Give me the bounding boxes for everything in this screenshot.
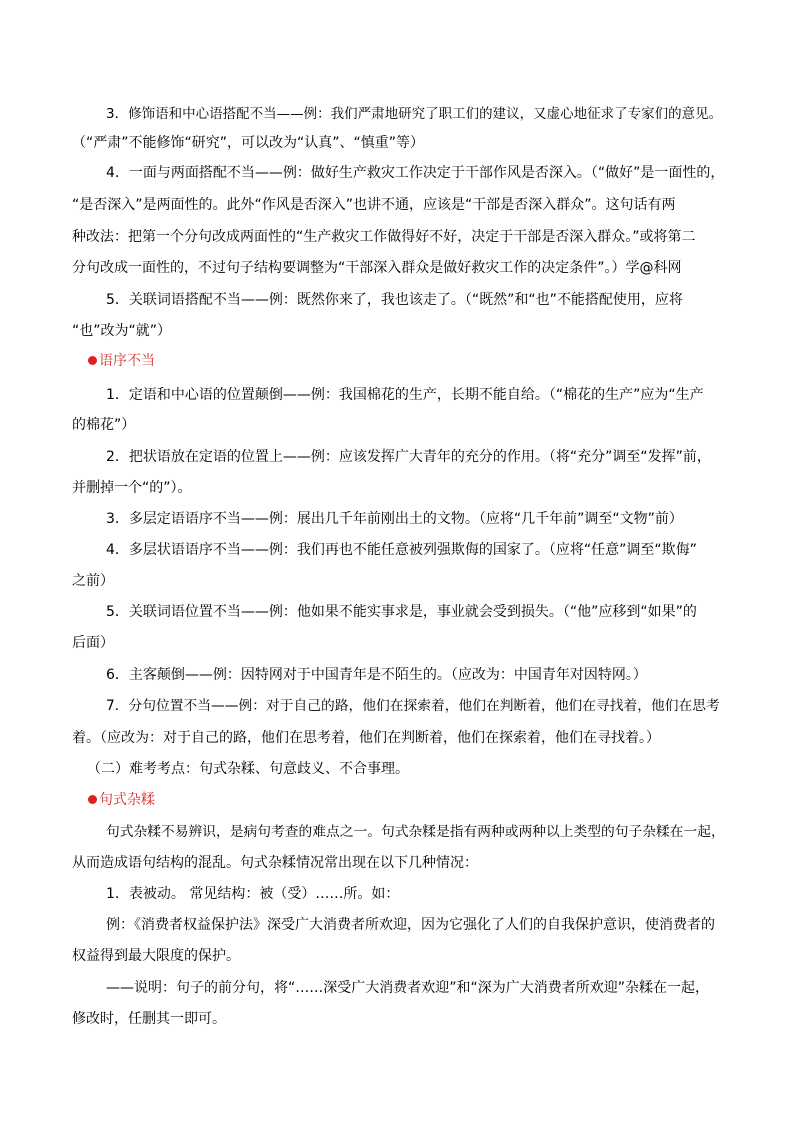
paragraph-line: 7．分句位置不当——例：对于自己的路，他们在探索着，他们在判断着，他们在寻找着，他们在思考 [106, 698, 720, 714]
paragraph-line: （“严肃”不能修饰“研究”，可以改为“认真”、“慎重”等） [72, 135, 425, 151]
paragraph-line: 并删掉一个“的”）。 [72, 480, 192, 496]
paragraph-line: 1．表被动。 常见结构：被（受）……所。如： [106, 886, 400, 902]
paragraph-line: 后面） [72, 635, 114, 651]
paragraph-line: 着。（应改为：对于自己的路，他们在思考着，他们在判断着，他们在探索着，他们在寻找着。） [72, 730, 660, 746]
paragraph-line: 2．把状语放在定语的位置上——例：应该发挥广大青年的充分的作用。（将“充分”调至“发挥”前， [106, 449, 711, 465]
heading-label: 句式杂糅 [99, 792, 155, 808]
heading-label: 语序不当 [99, 353, 155, 369]
paragraph-line: 之前） [72, 573, 114, 589]
paragraph-line: 例：《消费者权益保护法》深受广大消费者所欢迎，因为它强化了人们的自我保护意识，使消费者的 [106, 917, 715, 933]
paragraph-line: 种改法：把第一个分句改成两面性的“生产救灾工作做得好不好，决定于干部是否深入群众。”或将第二 [72, 229, 696, 245]
paragraph-line: 3．修饰语和中心语搭配不当——例：我们严肃地研究了职工们的建议，又虚心地征求了专家们的意见。 [106, 106, 723, 122]
paragraph-line: “是否深入”是两面性的。此外“作风是否深入”也讲不通，应该是“干部是否深入群众”。这句话有两 [72, 197, 676, 213]
red-bullet-icon [88, 356, 97, 365]
paragraph-line: 的棉花”） [72, 417, 136, 433]
difficult-points-line: （二）难考考点：句式杂糅、句意歧义、不合事理。 [87, 761, 409, 777]
paragraph-line: 5．关联词语搭配不当——例：既然你来了，我也该走了。（“既然”和“也”不能搭配使用，应将 [106, 292, 683, 308]
paragraph-line: 句式杂糅不易辨识，是病句考查的难点之一。句式杂糅是指有两种或两种以上类型的句子杂糅在一起， [106, 824, 725, 840]
paragraph-line: ——说明：句子的前分句，将“……深受广大消费者欢迎”和“深为广大消费者所欢迎”杂糅在一起， [106, 980, 710, 996]
paragraph-line: 4．多层状语语序不当——例：我们再也不能任意被列强欺侮的国家了。（应将“任意”调至“欺侮” [106, 542, 697, 558]
paragraph-line: 权益得到最大限度的保护。 [72, 948, 240, 964]
paragraph-line: 从而造成语句结构的混乱。句式杂糅情况常出现在以下几种情况： [72, 855, 478, 871]
paragraph-line: “也”改为“就”） [72, 323, 172, 339]
paragraph-line: 5．关联词语位置不当——例：他如果不能实事求是，事业就会受到损失。（“他”应移到“如果”的 [106, 604, 697, 620]
section-heading-word-order [88, 352, 155, 370]
paragraph-line: 3．多层定语语序不当——例：展出几千年前刚出土的文物。（应将“几千年前”调至“文物”前） [106, 511, 683, 527]
red-bullet-icon [88, 795, 97, 804]
section-heading-mixed-syntax [88, 791, 155, 809]
paragraph-line: 4．一面与两面搭配不当——例：做好生产救灾工作决定于干部作风是否深入。（“做好”是一面性的， [106, 165, 725, 181]
paragraph-line: 分句改成一面性的，不过句子结构要调整为“干部深入群众是做好救灾工作的决定条件”。）学@科网 [72, 260, 682, 276]
paragraph-line: 修改时，任删其一即可。 [72, 1011, 226, 1027]
paragraph-line: 6．主客颠倒——例：因特网对于中国青年是不陌生的。（应改为：中国青年对因特网。） [106, 667, 647, 683]
paragraph-line: 1．定语和中心语的位置颠倒——例：我国棉花的生产，长期不能自给。（“棉花的生产”应为“生产 [106, 387, 704, 403]
